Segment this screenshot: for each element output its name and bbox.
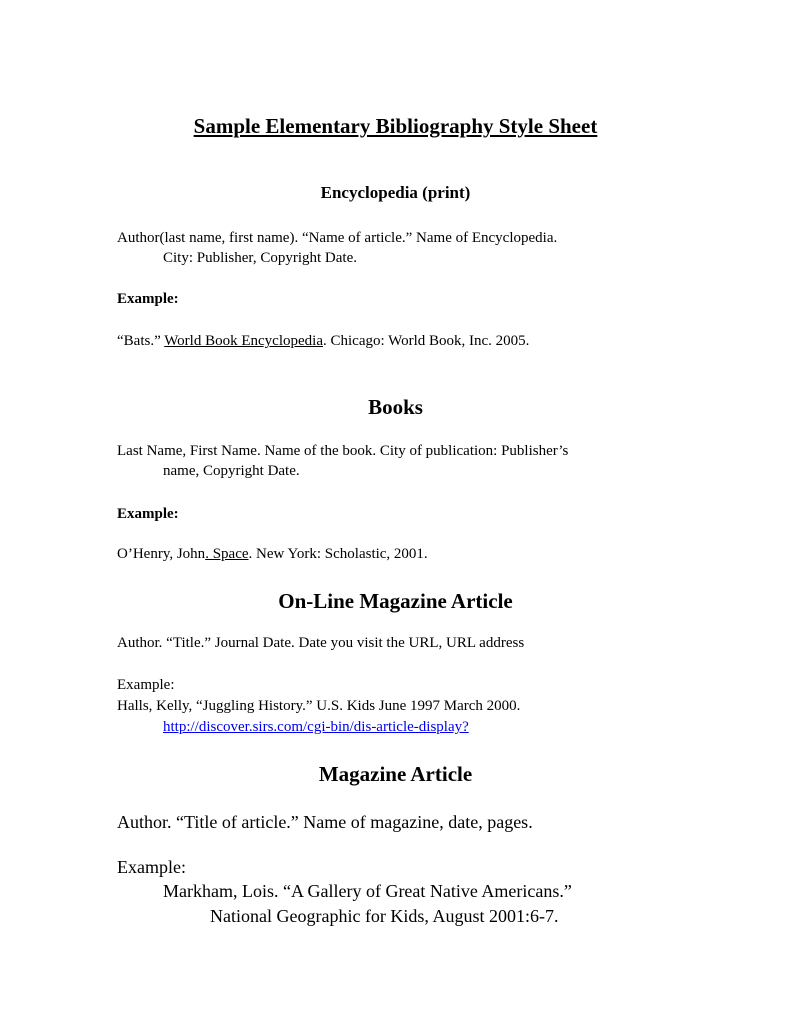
books-example-label: Example: [117, 506, 179, 522]
magazine-example-line2: National Geographic for Kids, August 2001:6-7. [210, 906, 559, 926]
magazine-heading: Magazine Article [318, 762, 473, 786]
books-format-line2: name, Copyright Date. [163, 463, 300, 479]
books-example-post: . New York: Scholastic, 2001. [248, 546, 428, 562]
books-heading: Books [368, 395, 423, 419]
encyclopedia-format-line2: City: Publisher, Copyright Date. [163, 250, 357, 266]
books-example-title: . Space [205, 546, 249, 562]
encyclopedia-example-label: Example: [117, 291, 179, 307]
magazine-example-label: Example: [117, 857, 186, 877]
encyclopedia-format-line1: Author(last name, first name). “Name of article.” Name of Encyclopedia. [117, 230, 558, 246]
encyclopedia-example-title: World Book Encyclopedia [164, 333, 323, 349]
online-magazine-example-label: Example: [117, 677, 175, 693]
books-example [117, 546, 428, 563]
magazine-format: Author. “Title of article.” Name of magazine, date, pages. [117, 812, 533, 832]
encyclopedia-heading: Encyclopedia (print) [320, 183, 471, 202]
online-magazine-format: Author. “Title.” Journal Date. Date you visit the URL, URL address [117, 635, 525, 651]
books-format-line1: Last Name, First Name. Name of the book. City of publication: Publisher’s [117, 443, 569, 459]
encyclopedia-example [117, 333, 529, 350]
page-title: Sample Elementary Bibliography Style Sheet [193, 114, 598, 138]
books-example-pre: O’Henry, John [117, 546, 206, 562]
online-magazine-example-url-link[interactable]: http://discover.sirs.com/cgi-bin/dis-article-display? [163, 719, 469, 735]
magazine-example-line1: Markham, Lois. “A Gallery of Great Native Americans.” [163, 881, 572, 901]
online-magazine-heading: On-Line Magazine Article [278, 589, 513, 613]
encyclopedia-example-post: . Chicago: World Book, Inc. 2005. [322, 333, 530, 349]
encyclopedia-example-pre: “Bats.” [117, 333, 165, 349]
online-magazine-example-line1: Halls, Kelly, “Juggling History.” U.S. Kids June 1997 March 2000. [117, 698, 521, 714]
